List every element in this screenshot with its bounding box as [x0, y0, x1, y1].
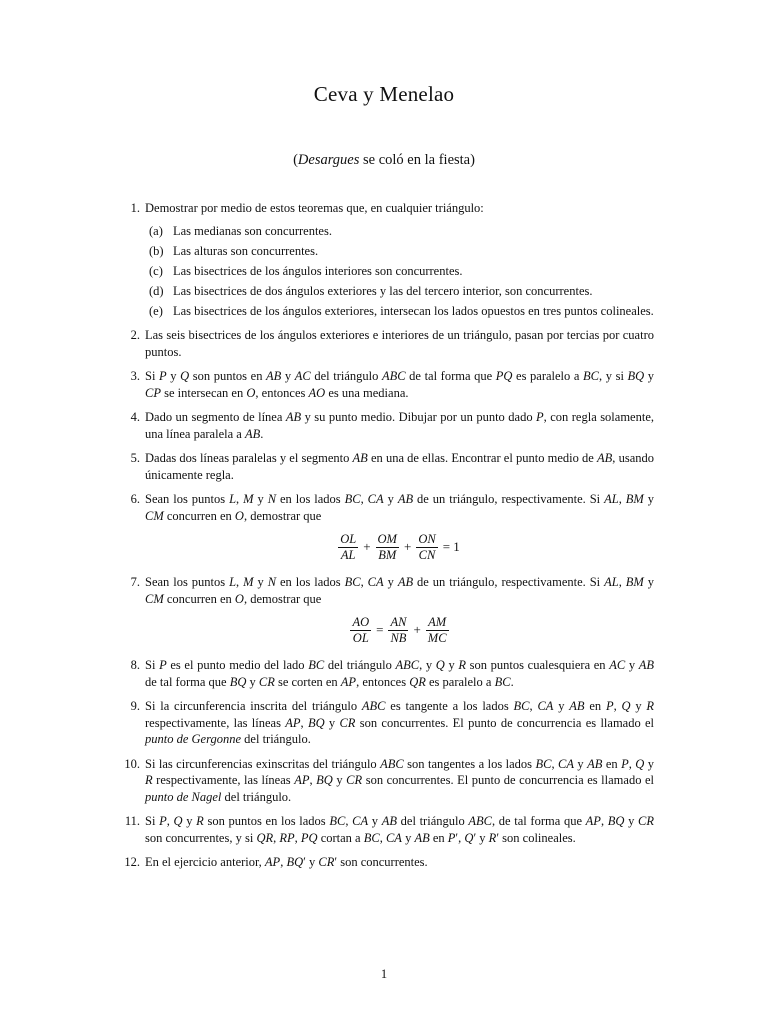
page-subtitle [0, 152, 768, 169]
subtitle-rest: se coló en la fiesta) [359, 152, 475, 168]
problem-item [118, 491, 654, 566]
problem-item [118, 813, 654, 846]
equation-operator: = [376, 622, 384, 638]
equation-operator: + [413, 622, 421, 638]
equation-operator: = 1 [442, 539, 460, 555]
display-equation [145, 615, 654, 649]
fraction-denominator: NB [390, 631, 407, 645]
subitem [145, 243, 654, 260]
subtitle-open: ( [293, 152, 298, 168]
subitem-label: (b) [149, 243, 164, 258]
problem-list [118, 200, 654, 879]
subitem-list [145, 223, 654, 320]
fraction-denominator: CN [418, 548, 436, 562]
fraction-numerator: AO [352, 615, 370, 629]
problem-item [118, 327, 654, 360]
problem-number: 11. [124, 814, 140, 828]
problem-number: 4. [130, 410, 140, 424]
subitem-label: (d) [149, 283, 164, 298]
subtitle-italic: Desargues [297, 152, 360, 168]
problem-number: 5. [130, 451, 140, 465]
subitem [145, 263, 654, 280]
problem-item [118, 854, 654, 871]
fraction-denominator: AL [340, 548, 356, 562]
subitem-text: Las bisectrices de dos ángulos exteriores y las del tercero interior, son concurrentes. [173, 283, 593, 298]
problem-number: 8. [130, 658, 140, 672]
problem-item [118, 200, 654, 319]
fraction [338, 532, 358, 563]
fraction [416, 532, 437, 563]
subitem-label: (e) [149, 303, 163, 318]
subitem-label: (a) [149, 223, 163, 238]
fraction-denominator: BM [378, 548, 397, 562]
subitem-text: Las alturas son concurrentes. [173, 243, 319, 258]
problem-text: Sean los puntos L, M y N en los lados BC, CA y AB de un triángulo, respectivamente. Si AL, BM y CM concurren en O, demostrar que [145, 492, 655, 523]
problem-text: Las seis bisectrices de los ángulos exteriores e interiores de un triángulo, pasan por tercias por cuatro puntos. [145, 328, 654, 359]
subitem [145, 283, 654, 300]
subitem-text: Las medianas son concurrentes. [173, 223, 332, 238]
problem-number: 3. [130, 369, 140, 383]
fraction [376, 532, 399, 563]
problem-text: Si la circunferencia inscrita del triángulo ABC es tangente a los lados BC, CA y AB en P, Q y R respectivamente, las líneas AP, BQ y CR son concurrentes. El punto de concurrencia es llamado el punto de Gergonne del triángulo. [145, 699, 655, 746]
problem-number: 2. [130, 328, 140, 342]
problem-item [118, 657, 654, 690]
problem-item [118, 368, 654, 401]
problem-item [118, 756, 654, 806]
subitem-label: (c) [149, 263, 163, 278]
fraction [426, 615, 449, 646]
problem-text: Demostrar por medio de estos teoremas que, en cualquier triángulo: [145, 201, 484, 215]
problem-item [118, 574, 654, 649]
fraction [388, 615, 408, 646]
fraction-numerator: AN [390, 615, 407, 629]
fraction-numerator: OL [340, 532, 357, 546]
subitem [145, 303, 654, 320]
fraction-numerator: ON [418, 532, 436, 546]
problem-number: 1. [130, 201, 140, 215]
fraction-numerator: AM [426, 615, 449, 631]
problem-text: Sean los puntos L, M y N en los lados BC, CA y AB de un triángulo, respectivamente. Si AL, BM y CM concurren en O, demostrar que [145, 575, 655, 606]
problem-number: 12. [124, 855, 140, 869]
problem-text: Si P y Q son puntos en AB y AC del triángulo ABC de tal forma que PQ es paralelo a BC, y si BQ y CP se intersecan en O, entonces AO es una mediana. [145, 369, 655, 400]
problem-text: Dadas dos líneas paralelas y el segmento AB en una de ellas. Encontrar el punto medio de AB, usando únicamente regla. [145, 451, 654, 482]
problem-number: 7. [130, 575, 140, 589]
problem-number: 6. [130, 492, 140, 506]
problem-text: Si P, Q y R son puntos en los lados BC, CA y AB del triángulo ABC, de tal forma que AP, BQ y CR son concurrentes, y si QR, RP, PQ cortan a BC, CA y AB en P′, Q′ y R′ son colineales. [145, 814, 654, 845]
problem-item [118, 450, 654, 483]
display-equation [145, 532, 654, 566]
page-title: Ceva y Menelao [313, 82, 455, 106]
subitem-text: Las bisectrices de los ángulos exteriores, intersecan los lados opuestos en tres puntos colineales. [173, 303, 654, 318]
subitem [145, 223, 654, 240]
fraction-denominator: OL [352, 631, 369, 645]
problem-text: Dado un segmento de línea AB y su punto medio. Dibujar por un punto dado P, con regla solamente, una línea paralela a AB. [145, 410, 654, 441]
fraction [350, 615, 371, 646]
problem-item [118, 409, 654, 442]
problem-number: 9. [130, 699, 140, 713]
problem-text: Si P es el punto medio del lado BC del triángulo ABC, y Q y R son puntos cualesquiera en AC y AB de tal forma que BQ y CR se corten en AP, entonces QR es paralelo a BC. [145, 658, 655, 689]
page-number: 1 [380, 967, 388, 981]
problem-text: En el ejercicio anterior, AP, BQ′ y CR′ son concurrentes. [145, 855, 428, 869]
problem-text: Si las circunferencias exinscritas del triángulo ABC son tangentes a los lados BC, CA y AB en P, Q y R respectivamente, las líneas AP, BQ y CR son concurrentes. El punto de concurrencia es llamado el punto de Nagel del triángulo. [145, 756, 655, 804]
problem-number: 10. [124, 756, 140, 771]
equation-operator: + [363, 539, 371, 555]
fraction-denominator: MC [427, 631, 447, 645]
subitem-text: Las bisectrices de los ángulos interiores son concurrentes. [173, 263, 463, 278]
problem-item [118, 698, 654, 748]
fraction-numerator: OM [377, 532, 397, 546]
equation-operator: + [403, 539, 412, 555]
